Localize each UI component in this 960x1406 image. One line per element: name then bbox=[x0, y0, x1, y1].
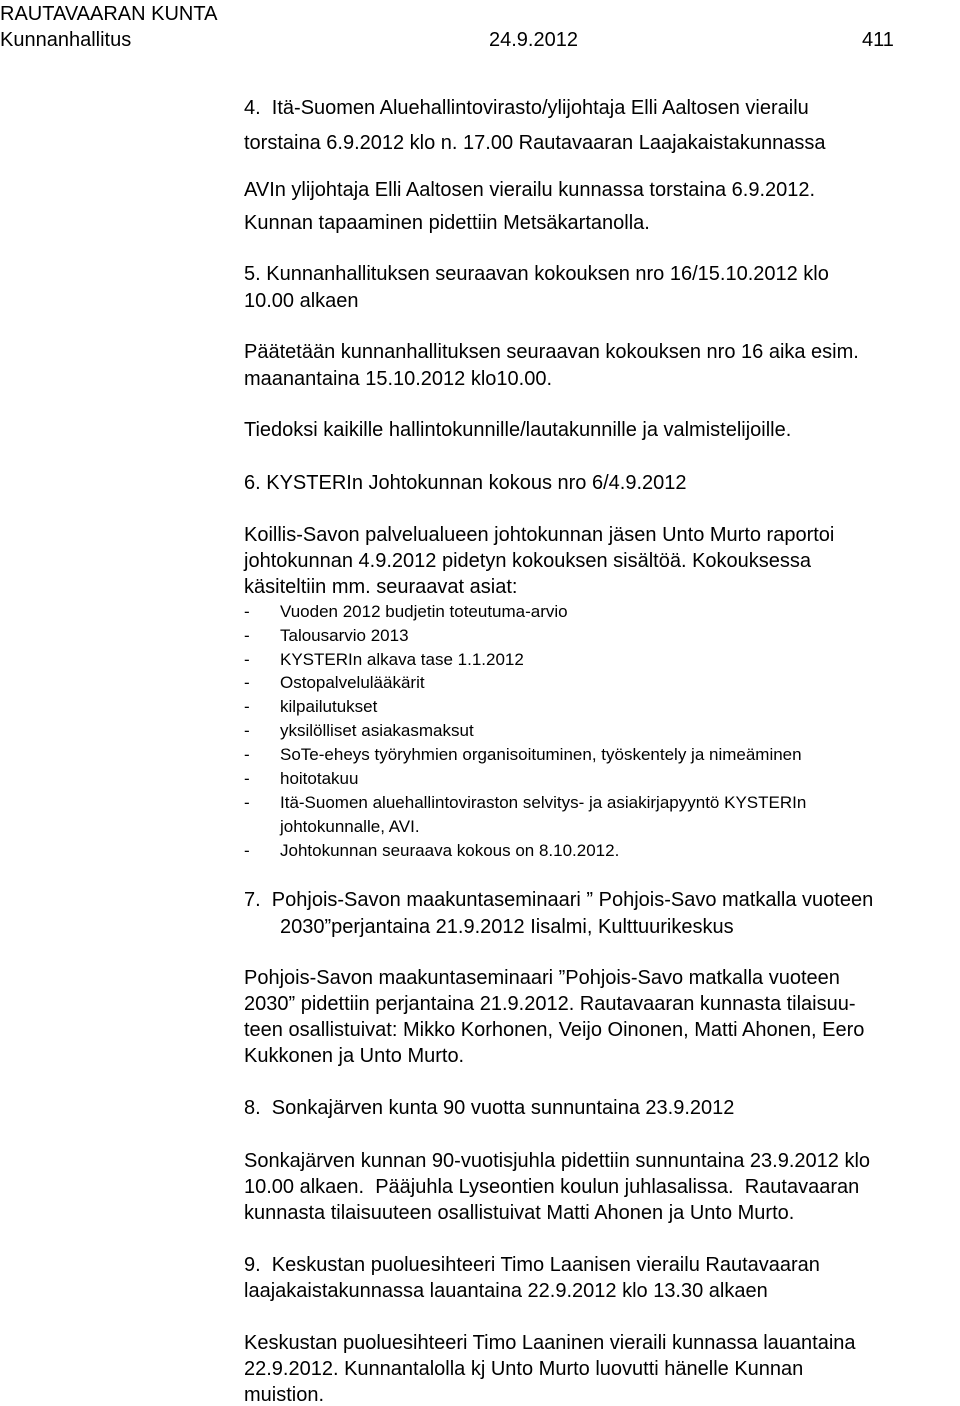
list-item-text: Talousarvio 2013 bbox=[280, 626, 409, 645]
section-heading: torstaina 6.9.2012 klo n. 17.00 Rautavaaran Laajakaistakunnassa bbox=[244, 132, 826, 154]
bullet-dash: - bbox=[244, 745, 250, 764]
meeting-body: Kunnanhallitus bbox=[0, 29, 132, 51]
section-heading: 5. Kunnanhallituksen seuraavan kokouksen nro 16/15.10.2012 klo bbox=[244, 263, 829, 285]
meeting-date: 24.9.2012 bbox=[489, 29, 578, 51]
paragraph-line: 22.9.2012. Kunnantalolla kj Unto Murto luovutti hänelle Kunnan bbox=[244, 1358, 804, 1380]
section-heading: 7. Pohjois-Savon maakuntaseminaari ” Pohjois-Savo matkalla vuoteen bbox=[244, 889, 874, 911]
list-item-text: SoTe-eheys työryhmien organisoituminen, työskentely ja nimeäminen bbox=[280, 745, 802, 764]
list-item-text: johtokunnalle, AVI. bbox=[280, 817, 420, 836]
paragraph-line: kunnasta tilaisuuteen osallistuivat Matti Ahonen ja Unto Murto. bbox=[244, 1202, 795, 1224]
paragraph-line: Kukkonen ja Unto Murto. bbox=[244, 1045, 465, 1067]
list-item-text: Ostopalvelulääkärit bbox=[280, 673, 425, 692]
paragraph-line: Kunnan tapaaminen pidettiin Metsäkartanolla. bbox=[244, 212, 650, 234]
paragraph-line: käsiteltiin mm. seuraavat asiat: bbox=[244, 576, 518, 598]
paragraph-line: Päätetään kunnanhallituksen seuraavan kokouksen nro 16 aika esim. bbox=[244, 341, 859, 363]
page-number: 411 bbox=[862, 29, 894, 51]
paragraph-line: Tiedoksi kaikille hallintokunnille/lautakunnille ja valmistelijoille. bbox=[244, 419, 792, 441]
bullet-dash: - bbox=[244, 793, 250, 812]
bullet-dash: - bbox=[244, 841, 250, 860]
paragraph-line: maanantaina 15.10.2012 klo10.00. bbox=[244, 368, 553, 390]
section-heading: laajakaistakunnassa lauantaina 22.9.2012 klo 13.30 alkaen bbox=[244, 1280, 768, 1302]
paragraph-line: johtokunnan 4.9.2012 pidetyn kokouksen sisältöä. Kokouksessa bbox=[244, 550, 812, 572]
paragraph-line: AVIn ylijohtaja Elli Aaltosen vierailu kunnassa torstaina 6.9.2012. bbox=[244, 179, 816, 201]
section-heading: 8. Sonkajärven kunta 90 vuotta sunnuntaina 23.9.2012 bbox=[244, 1097, 735, 1119]
bullet-dash: - bbox=[244, 697, 250, 716]
paragraph-line: Pohjois-Savon maakuntaseminaari ”Pohjois-Savo matkalla vuoteen bbox=[244, 967, 840, 989]
bullet-dash: - bbox=[244, 721, 250, 740]
section-heading: 6. KYSTERIn Johtokunnan kokous nro 6/4.9.2012 bbox=[244, 472, 687, 494]
section-heading: 10.00 alkaen bbox=[244, 290, 359, 312]
list-item-text: KYSTERIn alkava tase 1.1.2012 bbox=[280, 650, 524, 669]
bullet-dash: - bbox=[244, 602, 250, 621]
paragraph-line: 10.00 alkaen. Pääjuhla Lyseontien koulun juhlasalissa. Rautavaaran bbox=[244, 1176, 860, 1198]
section-heading: 4. Itä-Suomen Aluehallintovirasto/ylijohtaja Elli Aaltosen vierailu bbox=[244, 97, 809, 119]
paragraph-line: Keskustan puoluesihteeri Timo Laaninen vieraili kunnassa lauantaina bbox=[244, 1332, 856, 1354]
list-item-text: Vuoden 2012 budjetin toteutuma-arvio bbox=[280, 602, 568, 621]
paragraph-line: teen osallistuivat: Mikko Korhonen, Veijo Oinonen, Matti Ahonen, Eero bbox=[244, 1019, 865, 1041]
paragraph-line: muistion. bbox=[244, 1384, 325, 1406]
list-item-text: Johtokunnan seuraava kokous on 8.10.2012. bbox=[280, 841, 620, 860]
section-heading: 2030”perjantaina 21.9.2012 Iisalmi, Kulttuurikeskus bbox=[280, 916, 734, 938]
list-item-text: kilpailutukset bbox=[280, 697, 378, 716]
bullet-dash: - bbox=[244, 650, 250, 669]
list-item-text: hoitotakuu bbox=[280, 769, 359, 788]
list-item-text: Itä-Suomen aluehallintoviraston selvitys- ja asiakirjapyyntö KYSTERIn bbox=[280, 793, 807, 812]
paragraph-line: 2030” pidettiin perjantaina 21.9.2012. Rautavaaran kunnasta tilaisuu- bbox=[244, 993, 856, 1015]
list-item-text: yksilölliset asiakasmaksut bbox=[280, 721, 474, 740]
bullet-dash: - bbox=[244, 769, 250, 788]
paragraph-line: Sonkajärven kunnan 90-vuotisjuhla pidettiin sunnuntaina 23.9.2012 klo bbox=[244, 1150, 871, 1172]
organization-name: RAUTAVAARAN KUNTA bbox=[0, 3, 218, 25]
section-heading: 9. Keskustan puoluesihteeri Timo Laanisen vierailu Rautavaaran bbox=[244, 1254, 820, 1276]
bullet-dash: - bbox=[244, 673, 250, 692]
paragraph-line: Koillis-Savon palvelualueen johtokunnan jäsen Unto Murto raportoi bbox=[244, 524, 835, 546]
bullet-dash: - bbox=[244, 626, 250, 645]
